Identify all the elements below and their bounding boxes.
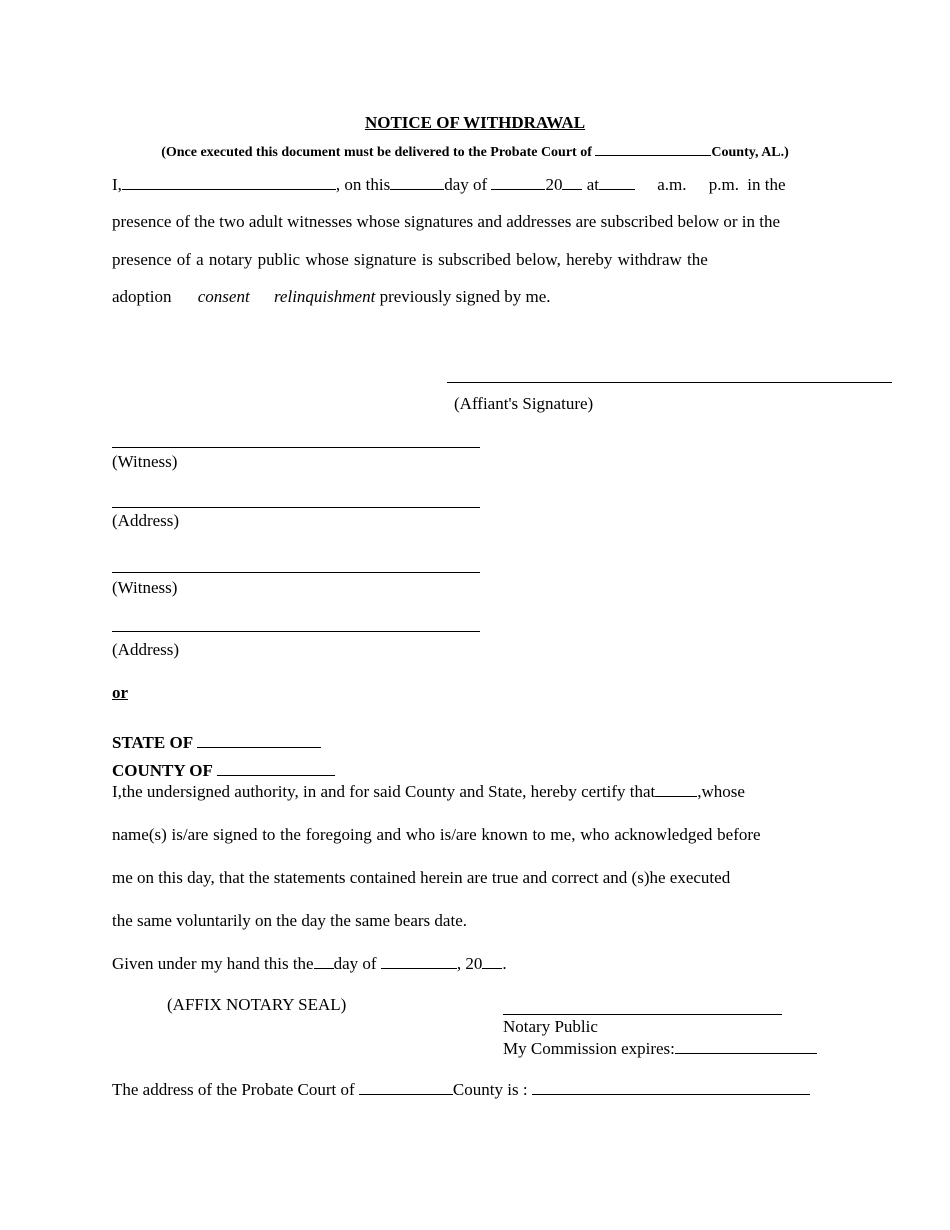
witness2-signature-line[interactable] <box>112 572 480 573</box>
given-day-blank[interactable] <box>314 954 334 969</box>
text-previously: previously signed by me. <box>379 287 551 306</box>
address1-label: (Address) <box>112 511 180 530</box>
para1-line3: presence of a notary public whose signature is subscribed below, hereby withdraw the <box>112 250 708 269</box>
witness1-signature-line[interactable] <box>112 447 480 448</box>
subtitle-prefix: (Once executed this document must be delivered to the Probate Court of <box>161 145 592 160</box>
notary-signature-line[interactable] <box>503 1014 782 1015</box>
probate-county-blank[interactable] <box>595 141 711 156</box>
document-title: NOTICE OF WITHDRAWAL <box>364 113 586 132</box>
document-subtitle <box>0 141 950 161</box>
commission-expires-blank[interactable] <box>675 1039 817 1054</box>
notary-public-label: Notary Public <box>503 1017 598 1036</box>
state-of-row <box>112 733 321 753</box>
para2-line1 <box>112 782 745 802</box>
witness2-label: (Witness) <box>112 578 178 597</box>
court-address-prefix: The address of the Probate Court of <box>112 1080 355 1099</box>
given-year-blank[interactable] <box>482 954 502 969</box>
text-adoption: adoption <box>112 287 172 306</box>
text-whose: ,whose <box>697 782 745 801</box>
option-relinquishment[interactable]: relinquishment <box>273 287 376 306</box>
subtitle-suffix: County, AL.) <box>711 145 789 160</box>
para2-line3: me on this day, that the statements contained herein are true and correct and (s)he executed <box>112 868 731 887</box>
text-pm: p.m. <box>708 175 739 194</box>
time-blank[interactable] <box>599 175 635 190</box>
affiant-name-blank[interactable] <box>122 175 336 190</box>
para1-line4 <box>112 287 550 307</box>
para1-line2: presence of the two adult witnesses whose signatures and addresses are subscribed below or in the <box>112 212 781 231</box>
para1-line1 <box>112 175 786 195</box>
para2-line2: name(s) is/are signed to the foregoing and who is/are known to me, who acknowledged before <box>112 825 761 844</box>
text-at: at <box>586 175 599 194</box>
witness1-label: (Witness) <box>112 452 178 471</box>
text-on-this: , on this <box>335 175 391 194</box>
court-county-blank[interactable] <box>359 1080 453 1095</box>
notary-seal-label: (AFFIX NOTARY SEAL) <box>167 995 347 1014</box>
month-blank[interactable] <box>491 175 545 190</box>
address1-line[interactable] <box>112 507 480 508</box>
text-in-the: in the <box>747 175 786 194</box>
year-blank[interactable] <box>562 175 582 190</box>
signer-name-blank[interactable] <box>655 782 697 797</box>
state-blank[interactable] <box>197 733 321 748</box>
given-line <box>112 954 507 974</box>
option-consent[interactable]: consent <box>197 287 250 306</box>
county-of-row <box>112 761 335 781</box>
affiant-signature-line[interactable] <box>447 382 892 383</box>
given-month-blank[interactable] <box>381 954 457 969</box>
text-given: Given under my hand this the <box>112 954 314 973</box>
text-am: a.m. <box>657 175 687 194</box>
court-address-blank[interactable] <box>532 1080 810 1095</box>
text-year-prefix: 20 <box>545 175 563 194</box>
commission-row <box>503 1039 817 1059</box>
county-blank[interactable] <box>217 761 335 776</box>
commission-expires-label: My Commission expires: <box>503 1039 675 1058</box>
text-given-year: , 20 <box>456 954 483 973</box>
text-given-day-of: day of <box>333 954 377 973</box>
text-given-end: . <box>502 954 507 973</box>
text-certify: I,the undersigned authority, in and for said County and State, hereby certify that <box>112 782 656 801</box>
court-county-is: County is : <box>452 1080 528 1099</box>
text-i: I, <box>112 175 122 194</box>
address2-label: (Address) <box>112 640 180 659</box>
state-of-label: STATE OF <box>112 733 193 752</box>
address2-line[interactable] <box>112 631 480 632</box>
day-blank[interactable] <box>390 175 444 190</box>
text-day-of: day of <box>444 175 488 194</box>
or-label: or <box>112 683 129 702</box>
county-of-label: COUNTY OF <box>112 761 213 780</box>
para2-line4: the same voluntarily on the day the same bears date. <box>112 911 467 930</box>
court-address-row <box>112 1080 810 1100</box>
affiant-signature-label: (Affiant's Signature) <box>454 394 594 413</box>
